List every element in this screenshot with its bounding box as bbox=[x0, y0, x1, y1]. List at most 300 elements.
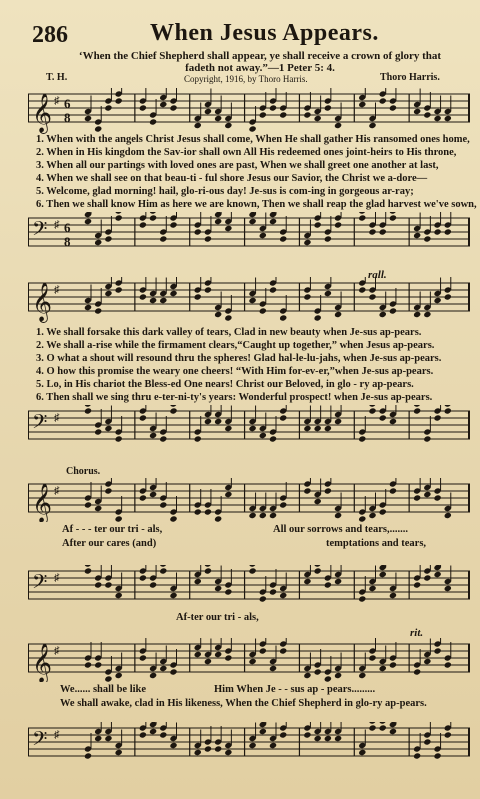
note-head bbox=[259, 647, 267, 654]
note-head bbox=[423, 311, 431, 318]
note-head bbox=[139, 574, 147, 581]
note-head bbox=[115, 592, 123, 599]
note-head bbox=[159, 501, 167, 508]
note-head bbox=[314, 115, 322, 122]
note-head bbox=[334, 578, 342, 585]
bass-clef-icon: 𝄢 bbox=[32, 727, 48, 755]
note-head bbox=[169, 668, 177, 675]
note-head bbox=[358, 286, 366, 293]
note-head bbox=[269, 286, 277, 293]
note-head bbox=[84, 405, 92, 408]
note-head bbox=[358, 101, 366, 108]
note-head bbox=[389, 728, 397, 735]
note-head bbox=[444, 661, 452, 668]
note-head bbox=[94, 428, 102, 435]
verse-5-line-2: 5. Lo, in His chariot the Bless-ed One nears! Christ our Beloved, in glo - ry ap-pears. bbox=[36, 379, 414, 390]
note-head bbox=[104, 675, 112, 682]
rall-marking: rall. bbox=[368, 269, 387, 281]
note-head bbox=[324, 104, 332, 111]
treble-clef-icon: 𝄞 bbox=[32, 483, 53, 522]
note-head bbox=[314, 221, 322, 228]
note-head bbox=[423, 111, 431, 118]
note-head bbox=[423, 435, 431, 442]
note-head bbox=[433, 414, 441, 421]
note-head bbox=[389, 661, 397, 668]
note-head bbox=[423, 658, 431, 665]
lyricist-initials: T. H. bbox=[46, 72, 68, 83]
note-head bbox=[84, 501, 92, 508]
note-head bbox=[149, 491, 157, 498]
copyright-notice: Copyright, 1916, by Thoro Harris. bbox=[184, 74, 308, 84]
note-head bbox=[269, 512, 277, 519]
page-number: 286 bbox=[32, 22, 68, 48]
note-head bbox=[303, 425, 311, 432]
verse-4-line-2: 4. O how this promise the weary one cheers! “With Him for-ev-er,”when Je-sus ap-pears. bbox=[36, 366, 434, 377]
note-head bbox=[149, 728, 157, 735]
chorus-2-treble-staff bbox=[28, 638, 470, 682]
note-head bbox=[379, 97, 387, 104]
note-head bbox=[115, 212, 123, 215]
note-head bbox=[413, 752, 421, 759]
note-head bbox=[303, 239, 311, 246]
note-head bbox=[334, 221, 342, 228]
note-head bbox=[269, 104, 277, 111]
chorus-lyric-2b: Him When Je - - sus ap - pears......... bbox=[214, 684, 376, 695]
note-head bbox=[334, 418, 342, 425]
note-head bbox=[94, 581, 102, 588]
note-head bbox=[224, 654, 232, 661]
note-head bbox=[444, 512, 452, 519]
note-head bbox=[115, 435, 123, 442]
note-head bbox=[204, 567, 212, 574]
verse-4-line-1: 4. When we shall see on that beau-ti - ful shore Jesus our Savior, the Christ we a-dore— bbox=[36, 173, 428, 184]
note-head bbox=[159, 235, 167, 242]
note-head bbox=[279, 731, 287, 738]
note-head bbox=[259, 512, 267, 519]
note-head bbox=[259, 728, 267, 735]
note-head bbox=[194, 293, 202, 300]
note-head bbox=[324, 735, 332, 742]
note-head bbox=[413, 581, 421, 588]
staff-lines bbox=[28, 638, 470, 682]
note-head bbox=[194, 122, 202, 129]
note-head bbox=[204, 508, 212, 515]
note-head bbox=[259, 432, 267, 439]
note-head bbox=[169, 104, 177, 111]
note-head bbox=[194, 578, 202, 585]
treble-clef-icon: 𝄞 bbox=[32, 643, 53, 682]
note-head bbox=[433, 494, 441, 501]
note-head bbox=[379, 414, 387, 421]
note-head bbox=[303, 111, 311, 118]
time-signature-top: 6 bbox=[64, 96, 71, 111]
note-head bbox=[94, 307, 102, 314]
verse-block-2 bbox=[36, 326, 441, 404]
note-head bbox=[259, 595, 267, 602]
sharp-icon: ♯ bbox=[54, 572, 60, 584]
note-head bbox=[84, 661, 92, 668]
note-head bbox=[248, 125, 256, 132]
note-head bbox=[324, 675, 332, 682]
note-head bbox=[269, 588, 277, 595]
note-head bbox=[269, 435, 277, 442]
note-head bbox=[259, 307, 267, 314]
rit-marking: rit. bbox=[410, 627, 424, 639]
note-head bbox=[115, 749, 123, 756]
note-head bbox=[84, 115, 92, 122]
note-head bbox=[224, 122, 232, 129]
note-head bbox=[314, 498, 322, 505]
note-head bbox=[413, 405, 421, 408]
note-head bbox=[115, 515, 123, 522]
bass-clef-icon: 𝄢 bbox=[32, 217, 48, 245]
note-head bbox=[248, 218, 256, 225]
note-head bbox=[379, 508, 387, 515]
note-head bbox=[139, 293, 147, 300]
treble-clef-icon: 𝄞 bbox=[32, 93, 53, 133]
note-head bbox=[444, 405, 452, 408]
note-head bbox=[169, 742, 177, 749]
note-head bbox=[139, 104, 147, 111]
note-head bbox=[279, 314, 287, 321]
scripture-line-1: ‘When the Chief Shepherd shall appear, ye shall receive a crown of glory that bbox=[78, 50, 442, 62]
note-head bbox=[314, 735, 322, 742]
note-head bbox=[444, 293, 452, 300]
note-head bbox=[115, 286, 123, 293]
note-head bbox=[368, 122, 376, 129]
note-head bbox=[433, 571, 441, 578]
note-head bbox=[104, 235, 112, 242]
note-head bbox=[115, 214, 123, 221]
verse-2-line-1: 2. When in His kingdom the Sav-ior shall own All His redeemed ones joint-heirs to His throne, bbox=[36, 147, 457, 158]
note-head bbox=[358, 212, 366, 215]
scripture-line-2: fadeth not away.”—1 Peter 5: 4. bbox=[185, 62, 335, 74]
note-head bbox=[368, 405, 376, 408]
note-head bbox=[94, 661, 102, 668]
staff-lines bbox=[28, 405, 470, 453]
verse-3-line-2: 3. O what a shout will resound thru the spheres! Glad hal-le-lu-jahs, when Je-sus ap-pears. bbox=[36, 353, 442, 364]
note-head bbox=[413, 407, 421, 414]
note-head bbox=[324, 235, 332, 242]
note-head bbox=[314, 425, 322, 432]
chorus-2-bass-staff bbox=[28, 722, 470, 766]
sharp-icon: ♯ bbox=[54, 645, 60, 657]
sharp-icon: ♯ bbox=[54, 485, 60, 497]
note-head bbox=[433, 297, 441, 304]
note-head bbox=[169, 290, 177, 297]
bass-clef-icon: 𝄢 bbox=[32, 570, 48, 598]
note-head bbox=[104, 290, 112, 297]
note-head bbox=[423, 491, 431, 498]
note-head bbox=[379, 311, 387, 318]
note-head bbox=[214, 585, 222, 592]
note-head bbox=[248, 297, 256, 304]
note-head bbox=[433, 647, 441, 654]
note-head bbox=[279, 414, 287, 421]
note-head bbox=[248, 512, 256, 519]
note-head bbox=[413, 311, 421, 318]
note-head bbox=[214, 218, 222, 225]
note-head bbox=[358, 214, 366, 221]
note-head bbox=[149, 432, 157, 439]
note-head bbox=[149, 672, 157, 679]
sharp-icon: ♯ bbox=[54, 95, 60, 107]
note-head bbox=[104, 487, 112, 494]
note-head bbox=[214, 515, 222, 522]
note-head bbox=[214, 115, 222, 122]
note-head bbox=[248, 425, 256, 432]
note-head bbox=[444, 585, 452, 592]
staff-lines bbox=[28, 722, 470, 766]
note-head bbox=[303, 672, 311, 679]
note-head bbox=[169, 592, 177, 599]
system-1-bass-staff bbox=[28, 212, 470, 260]
note-head bbox=[259, 111, 267, 118]
note-head bbox=[433, 228, 441, 235]
note-head bbox=[104, 425, 112, 432]
chorus-1-bass-staff bbox=[28, 565, 470, 609]
note-head bbox=[84, 565, 92, 568]
note-head bbox=[224, 314, 232, 321]
note-head bbox=[159, 435, 167, 442]
chorus-bass-lyric: Af-ter our tri - als, bbox=[176, 612, 259, 623]
note-head bbox=[194, 228, 202, 235]
note-head bbox=[368, 654, 376, 661]
note-head bbox=[139, 414, 147, 421]
note-head bbox=[303, 487, 311, 494]
note-head bbox=[84, 752, 92, 759]
note-head bbox=[444, 731, 452, 738]
note-head bbox=[214, 651, 222, 658]
note-head bbox=[368, 722, 376, 725]
note-head bbox=[368, 724, 376, 731]
system-2-bass-staff bbox=[28, 405, 470, 453]
time-signature-bottom: 8 bbox=[64, 234, 71, 249]
note-head bbox=[248, 565, 256, 568]
note-head bbox=[224, 225, 232, 232]
note-head bbox=[334, 311, 342, 318]
note-head bbox=[169, 515, 177, 522]
note-head bbox=[279, 111, 287, 118]
note-head bbox=[389, 307, 397, 314]
note-head bbox=[224, 491, 232, 498]
note-head bbox=[84, 407, 92, 414]
note-head bbox=[149, 297, 157, 304]
note-head bbox=[444, 228, 452, 235]
chorus-lyric-2c: We shall awake, clad in His likeness, When the Chief Shepherd in glo-ry ap-pears. bbox=[60, 698, 427, 709]
note-head bbox=[334, 735, 342, 742]
note-head bbox=[214, 311, 222, 318]
note-head bbox=[194, 435, 202, 442]
note-head bbox=[279, 501, 287, 508]
note-head bbox=[279, 647, 287, 654]
note-head bbox=[139, 654, 147, 661]
note-head bbox=[303, 731, 311, 738]
note-head bbox=[248, 742, 256, 749]
composer-name: Thoro Harris. bbox=[380, 72, 440, 83]
note-head bbox=[389, 212, 397, 215]
note-head bbox=[159, 665, 167, 672]
sharp-icon: ♯ bbox=[54, 729, 60, 741]
note-head bbox=[149, 581, 157, 588]
chorus-lyric-1d: temptations and tears, bbox=[326, 538, 427, 549]
note-head bbox=[149, 214, 157, 221]
note-head bbox=[358, 515, 366, 522]
time-signature-bottom: 8 bbox=[64, 110, 71, 125]
note-head bbox=[358, 435, 366, 442]
note-head bbox=[334, 672, 342, 679]
note-head bbox=[84, 304, 92, 311]
note-head bbox=[303, 293, 311, 300]
note-head bbox=[204, 286, 212, 293]
note-head bbox=[389, 104, 397, 111]
verse-2-line-2: 2. We shall a-rise while the firmament clears,“Caught up together,” when Jesus ap-pears. bbox=[36, 340, 435, 351]
note-head bbox=[413, 108, 421, 115]
note-head bbox=[204, 658, 212, 665]
note-head bbox=[413, 232, 421, 239]
note-head bbox=[194, 508, 202, 515]
note-head bbox=[115, 672, 123, 679]
note-head bbox=[84, 218, 92, 225]
note-head bbox=[159, 567, 167, 574]
note-head bbox=[149, 118, 157, 125]
system-1-treble-staff bbox=[28, 88, 470, 136]
note-head bbox=[358, 749, 366, 756]
note-head bbox=[115, 97, 123, 104]
note-head bbox=[224, 749, 232, 756]
scripture-quote bbox=[60, 50, 460, 74]
note-head bbox=[94, 505, 102, 512]
note-head bbox=[334, 122, 342, 129]
note-head bbox=[194, 651, 202, 658]
note-head bbox=[169, 407, 177, 414]
note-head bbox=[389, 418, 397, 425]
note-head bbox=[423, 738, 431, 745]
note-head bbox=[139, 731, 147, 738]
note-head bbox=[204, 418, 212, 425]
note-head bbox=[433, 752, 441, 759]
note-head bbox=[84, 567, 92, 574]
note-head bbox=[368, 293, 376, 300]
note-head bbox=[104, 104, 112, 111]
note-head bbox=[204, 745, 212, 752]
chorus-lyric-1a: Af - - - ter our tri - als, bbox=[62, 524, 163, 535]
chorus-1-treble-staff bbox=[28, 478, 470, 522]
note-head bbox=[139, 494, 147, 501]
verse-6-line-2: 6. Then shall we sing thru e-ter-ni-ty's years: Wonderful prospect! when Je-sus ap-pears. bbox=[36, 392, 433, 403]
note-head bbox=[269, 218, 277, 225]
note-head bbox=[314, 314, 322, 321]
note-head bbox=[204, 235, 212, 242]
note-head bbox=[204, 108, 212, 115]
chorus-lyric-2a: We...... shall be like bbox=[60, 684, 147, 695]
note-head bbox=[433, 115, 441, 122]
note-head bbox=[159, 565, 167, 568]
note-head bbox=[379, 724, 387, 731]
note-head bbox=[159, 731, 167, 738]
note-head bbox=[269, 742, 277, 749]
note-head bbox=[194, 749, 202, 756]
note-head bbox=[413, 494, 421, 501]
staff-lines bbox=[28, 88, 470, 136]
note-head bbox=[379, 228, 387, 235]
note-head bbox=[334, 512, 342, 519]
note-head bbox=[413, 668, 421, 675]
bass-clef-icon: 𝄢 bbox=[32, 410, 48, 438]
note-head bbox=[94, 125, 102, 132]
note-head bbox=[94, 735, 102, 742]
note-head bbox=[324, 581, 332, 588]
note-head bbox=[314, 567, 322, 574]
hymn-title: When Jesus Appears. bbox=[150, 20, 379, 46]
note-head bbox=[423, 574, 431, 581]
note-head bbox=[389, 592, 397, 599]
note-head bbox=[444, 115, 452, 122]
verse-5-line-1: 5. Welcome, glad morning! hail, glo-ri-ous day! Je-sus is com-ing in gorgeous ar-ray; bbox=[36, 186, 414, 197]
note-head bbox=[159, 101, 167, 108]
note-head bbox=[104, 581, 112, 588]
note-head bbox=[389, 487, 397, 494]
note-head bbox=[444, 407, 452, 414]
note-head bbox=[169, 405, 177, 408]
sharp-icon: ♯ bbox=[54, 412, 60, 424]
note-head bbox=[214, 745, 222, 752]
system-2-treble-staff bbox=[28, 277, 470, 325]
chorus-label: Chorus. bbox=[66, 466, 101, 477]
staff-lines bbox=[28, 212, 470, 260]
note-head bbox=[279, 592, 287, 599]
note-head bbox=[379, 722, 387, 725]
note-head bbox=[149, 212, 157, 215]
verse-6-line-1: 6. Then we shall know Him as here we are known, Then we shall reap the glad harvest we've sown, bbox=[36, 199, 477, 210]
note-head bbox=[358, 672, 366, 679]
note-head bbox=[324, 290, 332, 297]
note-head bbox=[368, 407, 376, 414]
treble-clef-icon: 𝄞 bbox=[32, 282, 53, 322]
note-head bbox=[368, 512, 376, 519]
verse-1-line-2: 1. We shall forsake this dark valley of tears, Clad in new beauty when Je-sus ap-pears. bbox=[36, 327, 422, 338]
note-head bbox=[314, 565, 322, 568]
note-head bbox=[224, 588, 232, 595]
note-head bbox=[259, 232, 267, 239]
note-head bbox=[423, 235, 431, 242]
chorus-lyric-1c: After our cares (and) bbox=[62, 538, 157, 549]
sharp-icon: ♯ bbox=[54, 219, 60, 231]
note-head bbox=[303, 578, 311, 585]
note-head bbox=[368, 228, 376, 235]
note-head bbox=[379, 571, 387, 578]
staff-lines bbox=[28, 565, 470, 609]
staff-lines bbox=[28, 478, 470, 522]
staff-lines bbox=[28, 277, 470, 325]
note-head bbox=[324, 487, 332, 494]
note-head bbox=[379, 665, 387, 672]
chorus-lyric-1b: All our sorrows and tears,....... bbox=[273, 524, 408, 535]
note-head bbox=[169, 221, 177, 228]
sharp-icon: ♯ bbox=[54, 284, 60, 296]
note-head bbox=[389, 214, 397, 221]
note-head bbox=[269, 665, 277, 672]
note-head bbox=[104, 735, 112, 742]
note-head bbox=[368, 585, 376, 592]
note-head bbox=[204, 565, 212, 568]
note-head bbox=[248, 658, 256, 665]
note-head bbox=[324, 425, 332, 432]
verse-1-line-1: 1. When with the angels Christ Jesus shall come, When He shall gather His ransomed ones home, bbox=[36, 134, 470, 145]
note-head bbox=[224, 425, 232, 432]
note-head bbox=[248, 567, 256, 574]
note-head bbox=[358, 595, 366, 602]
